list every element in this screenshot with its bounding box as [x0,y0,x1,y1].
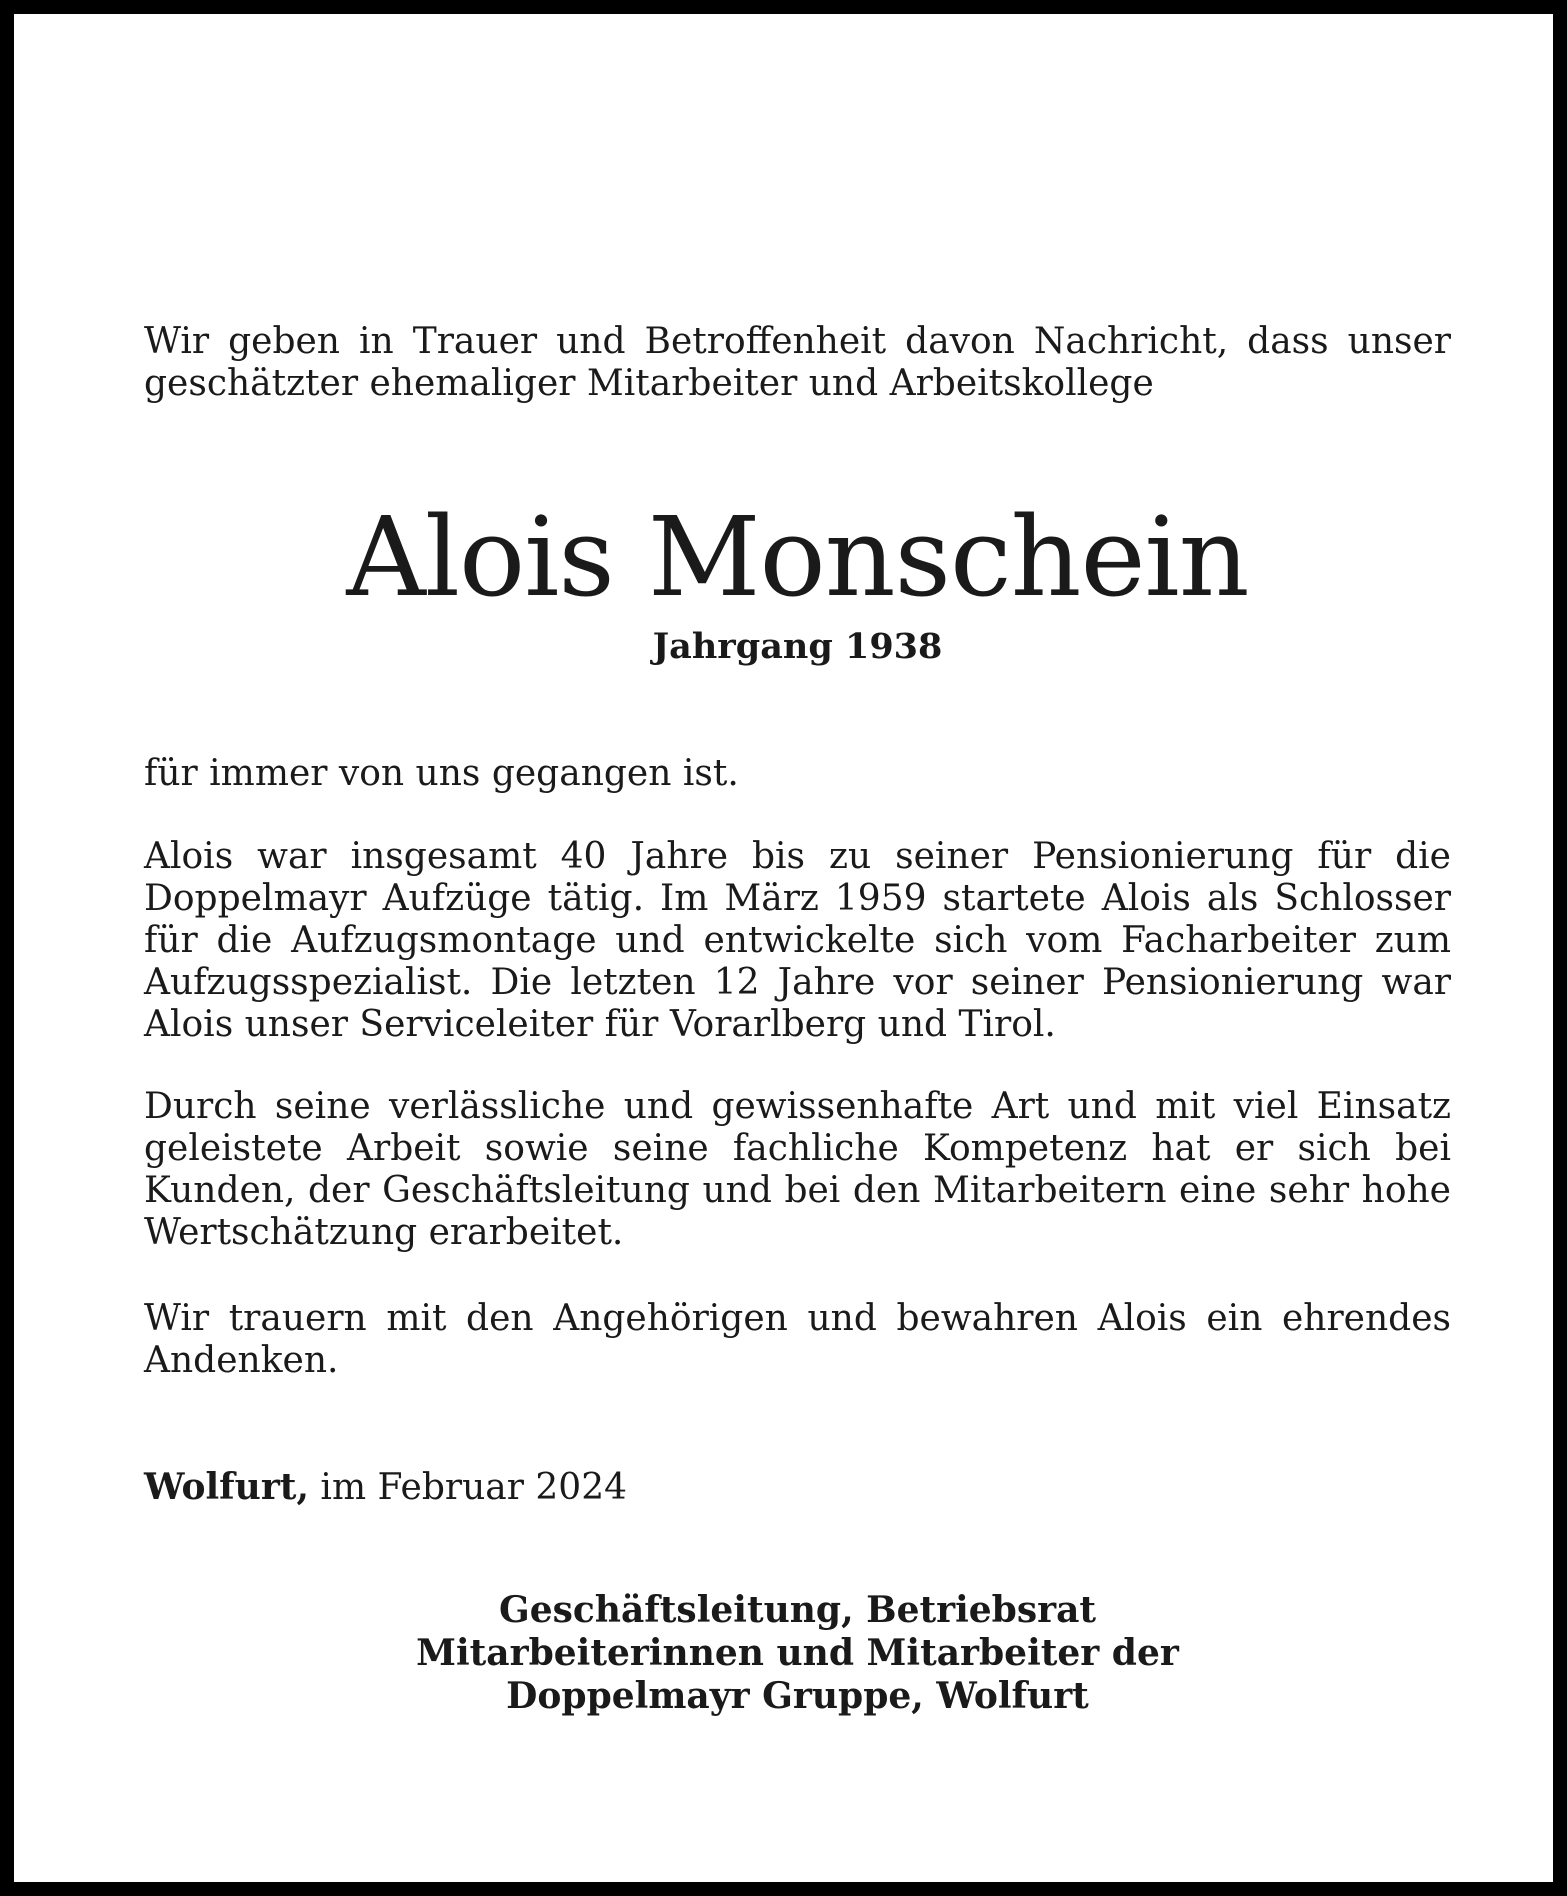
deceased-name: Alois Monschein [346,493,1249,621]
signature-line-2: Mitarbeiterinnen und Mitarbeiter der [416,1632,1179,1674]
date: im Februar 2024 [308,1467,628,1508]
tribute-paragraph: Durch seine verlässliche und gewissenhafte Art und mit viel Einsatz geleistete Arbeit sowie seine fachliche Kompetenz hat er sich bei Kunden, der Geschäftsleitung und bei den Mitarbeitern eine sehr hohe Wertschätzung erarbeitet. [144,1086,1451,1253]
passed-paragraph: für immer von uns gegangen ist. [144,753,739,794]
signature-line-3: Doppelmayr Gruppe, Wolfurt [506,1675,1089,1717]
place: Wolfurt, [144,1466,309,1508]
signature-line-1: Geschäftsleitung, Betriebsrat [498,1589,1097,1631]
intro-paragraph: Wir geben in Trauer und Betroffenheit davon Nachricht, dass unser geschätzter ehemaliger Mitarbeiter und Arbeitskollege [144,321,1451,404]
place-date-line [144,1466,627,1509]
signature-block [144,1589,1451,1718]
birth-year: Jahrgang 1938 [652,626,943,667]
career-paragraph: Alois war insgesamt 40 Jahre bis zu seiner Pensionierung für die Doppelmayr Aufzüge tätig. Im März 1959 startete Alois als Schlosser für die Aufzugsmontage und entwickelte sich vom Facharbeiter zum Aufzugsspezialist. Die letzten 12 Jahre vor seiner Pensionierung war Alois unser Serviceleiter für Vorarlberg und Tirol. [144,836,1451,1045]
mourning-paragraph: Wir trauern mit den Angehörigen und bewahren Alois ein ehrendes Andenken. [144,1298,1451,1381]
